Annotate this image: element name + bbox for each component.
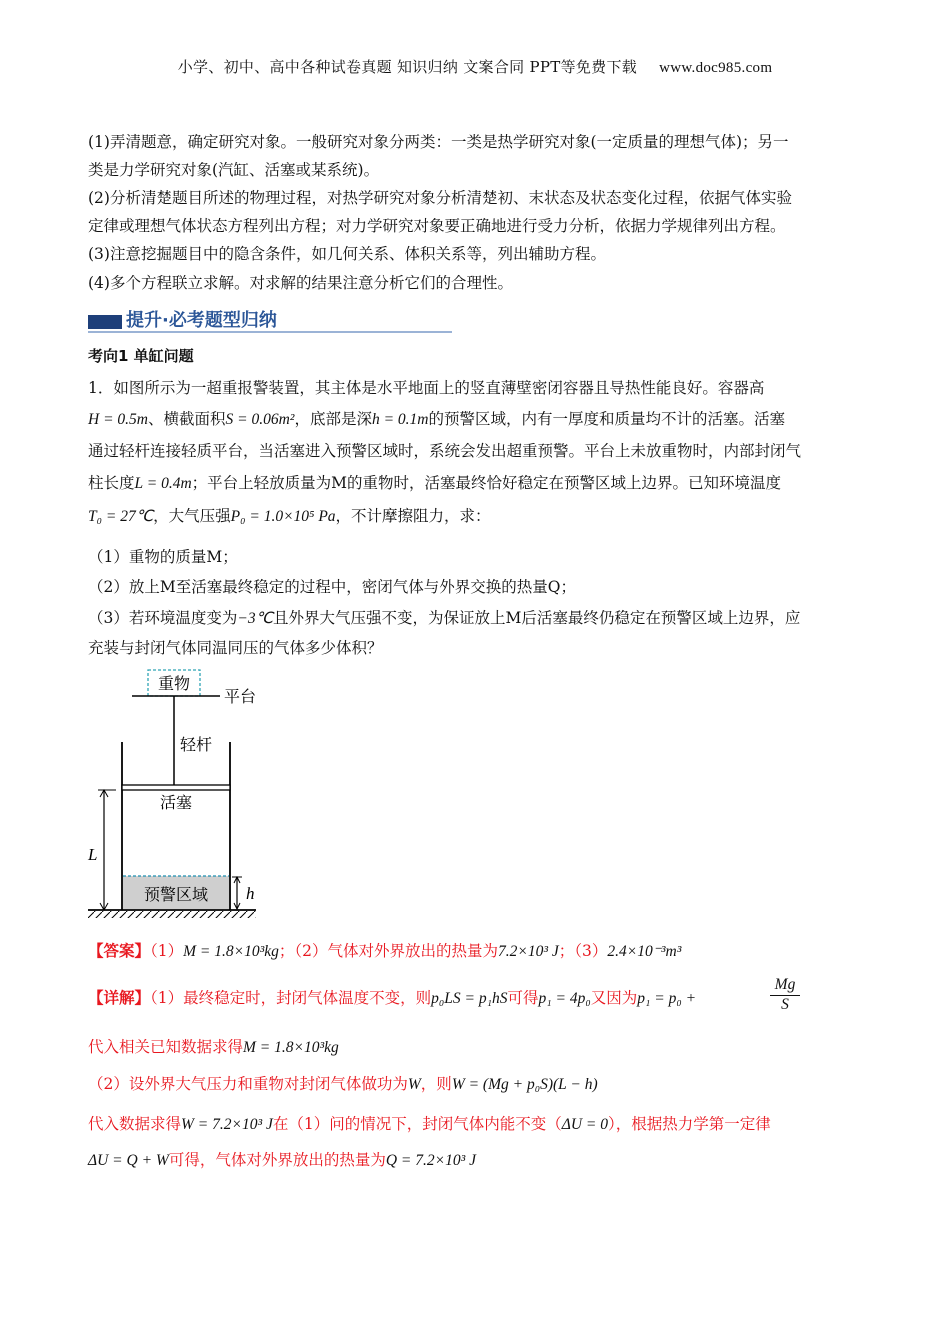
equation: W = (Mg + p₀S)(L − h) <box>451 1076 598 1093</box>
problem-line-5 <box>88 505 491 528</box>
equation: ΔU = Q + W <box>88 1152 169 1169</box>
text-span: 可得 <box>507 989 539 1007</box>
text-span: ，大气压强 <box>153 507 231 525</box>
text-span: ，底部是深 <box>294 410 372 428</box>
fraction-denominator: S <box>770 995 800 1014</box>
equation: p₀LS = p₁hS <box>431 990 508 1007</box>
section-banner <box>88 304 452 334</box>
step-line-6: (4)多个方程联立求解。对求解的结果注意分析它们的合理性。 <box>88 274 513 292</box>
equation: M = 1.8×10³kg <box>243 1039 339 1056</box>
banner-title: 提升·必考题型归纳 <box>126 310 277 331</box>
answer-tag: 【答案】 <box>88 941 151 960</box>
step-line-5: (3)注意挖掘题目中的隐含条件，如几何关系、体积关系等，列出辅助方程。 <box>88 245 606 263</box>
equation: p₁ = 4p₀ <box>538 990 591 1007</box>
text-span: 柱长度 <box>88 474 135 492</box>
text-span: （1）最终稳定时，封闭气体温度不变，则 <box>150 989 432 1007</box>
step-line-2: 类是力学研究对象(汽缸、活塞或某系统)。 <box>88 161 380 179</box>
banner-rule <box>88 331 452 333</box>
section-title: 考向1 单缸问题 <box>88 347 194 365</box>
step-line-3: (2)分析清楚题目所述的物理过程，对热学研究对象分析清楚初、末状态及状态变化过程，依据气体实验 <box>88 189 792 207</box>
label-rod: 轻杆 <box>180 735 213 754</box>
text-span: 且外界大气压强不变，为保证放上M后活塞最终仍稳定在预警区域上边界，应 <box>273 609 801 627</box>
label-h: h <box>246 884 255 903</box>
value-T0: T₀ = 27℃ <box>88 508 154 525</box>
text-span: 又因为 <box>590 989 638 1007</box>
text-span: 代入相关已知数据求得 <box>88 1038 244 1056</box>
detail-tag: 【详解】 <box>88 988 151 1007</box>
fraction-Mg-S <box>770 976 800 1014</box>
piston <box>122 785 230 790</box>
value-temp: −3℃ <box>237 610 273 627</box>
value-S: S = 0.06m² <box>225 411 295 428</box>
answer-1-value: M = 1.8×10³kg <box>183 943 279 960</box>
cylinder-diagram <box>86 664 286 924</box>
label-piston: 活塞 <box>159 793 193 812</box>
answer-2-value: 7.2×10³ J <box>498 943 559 960</box>
text-span: ），根据热力学第一定律 <box>608 1115 771 1133</box>
question-3 <box>88 607 800 630</box>
label-zone: 预警区域 <box>143 885 209 904</box>
label-L: L <box>88 845 98 864</box>
text-span: ，不计摩擦阻力，求： <box>335 507 491 525</box>
text-span: 在（1）问的情况下，封闭气体内能不变（ <box>272 1115 562 1133</box>
answer-line <box>88 940 681 963</box>
text-span: （2）设外界大气压力和重物对封闭气体做功为 <box>88 1075 408 1093</box>
text-span: 的预警区域，内有一厚度和质量均不计的活塞。活塞 <box>428 410 785 428</box>
step-line-4: 定律或理想气体状态方程列出方程；对力学研究对象要正确地进行受力分析，依据力学规律列出方程。 <box>88 217 786 235</box>
fraction-numerator: Mg <box>774 976 796 993</box>
equation: p₁ = p₀ + <box>637 990 697 1007</box>
detail-line-4 <box>88 1113 771 1136</box>
page-header <box>0 56 950 77</box>
answer-3-value: 2.4×10⁻³m³ <box>607 943 682 960</box>
detail-line-5 <box>88 1149 476 1172</box>
equation: W = 7.2×10³ J <box>181 1116 273 1133</box>
label-platform: 平台 <box>224 687 257 706</box>
text-span: ；（2）气体对外界放出的热量为 <box>278 942 498 960</box>
question-3-cont: 充装与封闭气体同温同压的气体多少体积？ <box>88 639 383 657</box>
detail-line-2 <box>88 1036 339 1059</box>
question-1: （1）重物的质量M； <box>88 548 238 566</box>
problem-line-2 <box>88 408 785 431</box>
value-L: L = 0.4m <box>134 475 192 492</box>
text-span: ，则 <box>420 1075 452 1093</box>
text-span: ；（3） <box>558 942 608 960</box>
header-url[interactable]: www.doc985.com <box>659 60 773 76</box>
banner-bar <box>88 315 122 329</box>
label-weight: 重物 <box>157 674 191 693</box>
equation: ΔU = 0 <box>561 1116 609 1133</box>
text-span: 代入数据求得 <box>88 1115 182 1133</box>
text-span: 、横截面积 <box>147 410 226 428</box>
problem-line-3: 通过轻杆连接轻质平台，当活塞进入预警区域时，系统会发出超重预警。平台上未放重物时，内部封闭气 <box>88 442 802 460</box>
equation: W <box>407 1076 421 1093</box>
equation: Q = 7.2×10³ J <box>385 1152 476 1169</box>
value-P0: P₀ = 1.0×10⁵ Pa <box>230 508 336 525</box>
question-2: （2）放上M至活塞最终稳定的过程中，密闭气体与外界交换的热量Q； <box>88 578 576 596</box>
step-line-1: (1)弄清题意，确定研究对象。一般研究对象分两类：一类是热学研究对象(一定质量的理想气体)；另一 <box>88 133 789 151</box>
problem-line-1: 1．如图所示为一超重报警装置，其主体是水平地面上的竖直薄壁密闭容器且导热性能良好。容器高 <box>88 379 765 397</box>
text-span: ；平台上轻放质量为M的重物时，活塞最终恰好稳定在预警区域上边界。已知环境温度 <box>191 474 782 492</box>
detail-line-1 <box>88 987 696 1010</box>
header-text: 小学、初中、高中各种试卷真题 知识归纳 文案合同 PPT等免费下载 <box>177 58 638 76</box>
value-h: h = 0.1m <box>371 411 429 428</box>
detail-line-3 <box>88 1073 598 1096</box>
text-span: （3）若环境温度变为 <box>88 609 238 627</box>
text-span: 可得，气体对外界放出的热量为 <box>168 1151 386 1169</box>
value-H: H = 0.5m <box>88 411 148 428</box>
problem-line-4 <box>88 472 781 495</box>
ground-hatch <box>88 911 256 918</box>
text-span: （1） <box>150 942 184 960</box>
